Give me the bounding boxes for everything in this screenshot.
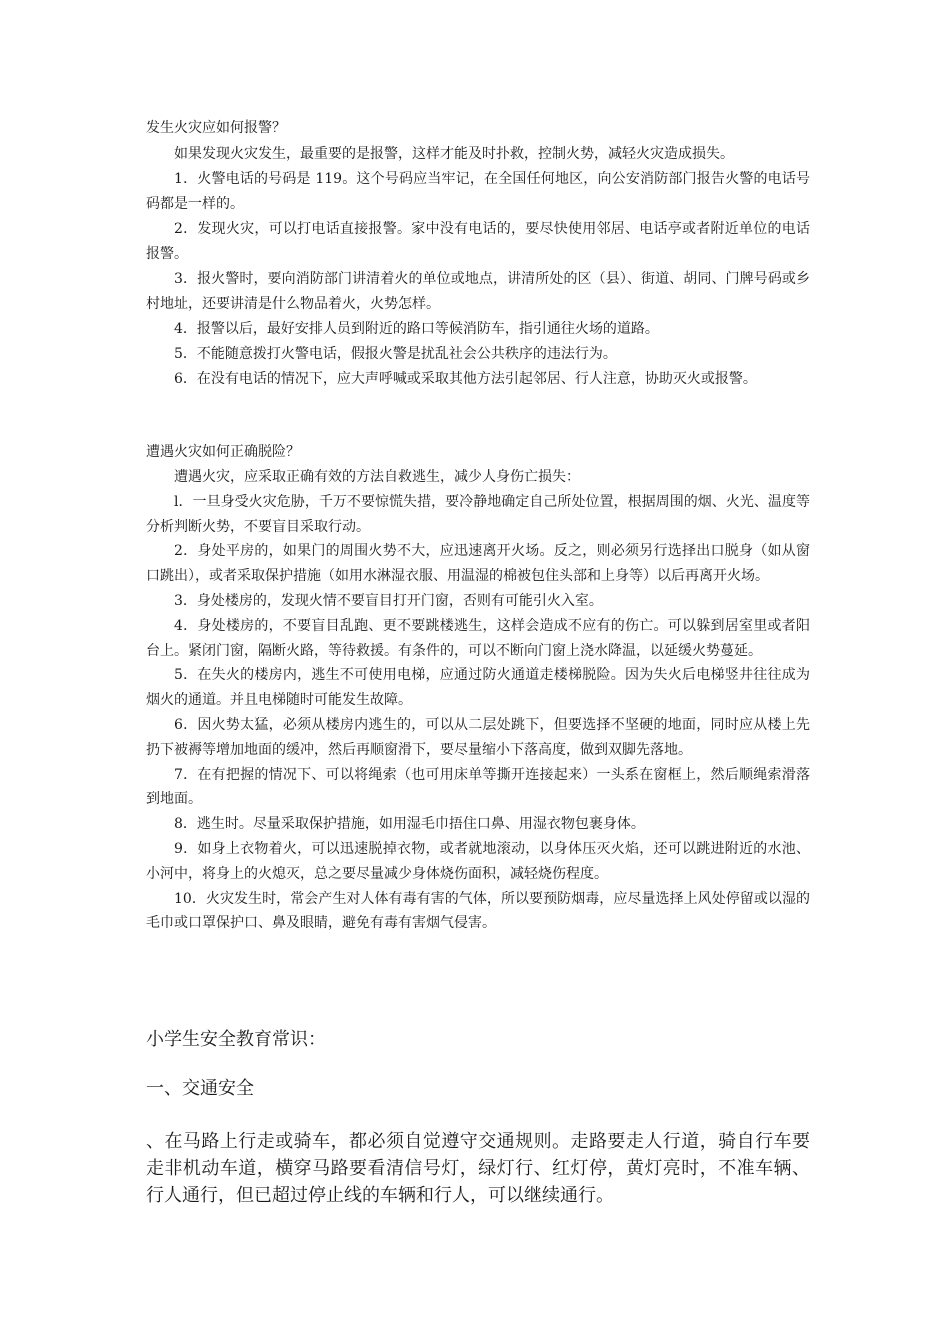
fire-alarm-section xyxy=(146,142,810,392)
fire-escape-heading: 遭遇火灾如何正确脱险？ xyxy=(146,444,300,460)
fire-escape-item-5: 5．在失火的楼房内，逃生不可使用电梯，应通过防火通道走楼梯脱险。因为失火后电梯竖井往往成为烟火的通道。并且电梯随时可能发生故障。 xyxy=(146,667,810,709)
fire-escape-item-8: 8．逃生时。尽量采取保护措施，如用湿毛巾捂住口鼻、用湿衣物包裹身体。 xyxy=(174,816,645,833)
fire-alarm-item-6: 6．在没有电话的情况下，应大声呼喊或采取其他方法引起邻居、行人注意，协助灭火或报警。 xyxy=(174,371,757,387)
traffic-safety-paragraph: 、在马路上行走或骑车，都必须自觉遵守交通规则。走路要走人行道，骑自行车要走非机动车道，横穿马路要看清信号灯，绿灯行、红灯停，黄灯亮时，不准车辆、行人通行，但已超过停止线的车辆和行人，可以继续通行。 xyxy=(146,1131,810,1206)
fire-alarm-item-5: 5．不能随意拨打火警电话，假报火警是扰乱社会公共秩序的违法行为。 xyxy=(174,346,617,362)
fire-escape-item-6: 6．因火势太猛，必须从楼房内逃生的，可以从二层处跳下，但要选择不坚硬的地面，同时应从楼上先扔下被褥等增加地面的缓冲，然后再顺窗滑下，要尽量缩小下落高度，做到双脚先落地。 xyxy=(146,716,810,758)
fire-escape-item-4: 4．身处楼房的，不要盲目乱跑、更不要跳楼逃生，这样会造成不应有的伤亡。可以躲到居室里或者阳台上。紧闭门窗，隔断火路，等待救援。有条件的，可以不断向门窗上浇水降温，以延缓火势蔓延。 xyxy=(146,617,810,659)
fire-escape-item-10: 10．火灾发生时，常会产生对人体有毒有害的气体，所以要预防烟毒，应尽量选择上风处停留或以湿的毛巾或口罩保护口、鼻及眼睛，避免有毒有害烟气侵害。 xyxy=(146,890,810,932)
fire-escape-item-9: 9．如身上衣物着火，可以迅速脱掉衣物，或者就地滚动，以身体压灭火焰，还可以跳进附近的水池、小河中，将身上的火熄灭，总之要尽量减少身体烧伤面积，减轻烧伤程度。 xyxy=(146,840,810,882)
fire-alarm-intro: 如果发现火灾发生，最重要的是报警，这样才能及时扑救，控制火势，减轻火灾造成损失。 xyxy=(174,146,734,162)
fire-escape-item-1: l．一旦身受火灾危胁，千万不要惊慌失措，要冷静地确定自己所处位置，根据周围的烟、火光、温度等分析判断火势，不要盲目采取行动。 xyxy=(146,493,810,535)
fire-alarm-item-3: 3．报火警时，要向消防部门讲清着火的单位或地点，讲清所处的区（县）、街道、胡同、门牌号码或乡村地址，还要讲清是什么物品着火，火势怎样。 xyxy=(146,271,810,312)
fire-escape-section xyxy=(146,465,810,936)
fire-escape-item-2: 2．身处平房的，如果门的周围火势不大，应迅速离开火场。反之，则必须另行选择出口脱身（如从窗口跳出），或者采取保护措施（如用水淋湿衣服、用温湿的棉被包住头部和上身等）以后再离开火场。 xyxy=(146,543,810,585)
fire-escape-intro: 遭遇火灾，应采取正确有效的方法自救逃生，减少人身伤亡损失： xyxy=(174,469,580,485)
traffic-safety-heading: 一、交通安全 xyxy=(146,1078,254,1099)
fire-alarm-item-2: 2．发现火灾，可以打电话直接报警。家中没有电话的，要尽快使用邻居、电话亭或者附近单位的电话报警。 xyxy=(146,221,810,262)
safety-education-heading: 小学生安全教育常识： xyxy=(146,1029,326,1050)
fire-escape-item-3: 3．身处楼房的，发现火情不要盲目打开门窗，否则有可能引火入室。 xyxy=(174,592,603,609)
fire-alarm-item-1: 1．火警电话的号码是 119。这个号码应当牢记，在全国任何地区，向公安消防部门报告火警的电话号码都是一样的。 xyxy=(146,171,810,212)
fire-alarm-item-4: 4．报警以后，最好安排人员到附近的路口等候消防车，指引通往火场的道路。 xyxy=(174,321,659,337)
fire-alarm-heading: 发生火灾应如何报警？ xyxy=(146,120,286,136)
fire-escape-item-7: 7．在有把握的情况下、可以将绳索（也可用床单等撕开连接起来）一头系在窗框上，然后顺绳索滑落到地面。 xyxy=(146,766,810,808)
